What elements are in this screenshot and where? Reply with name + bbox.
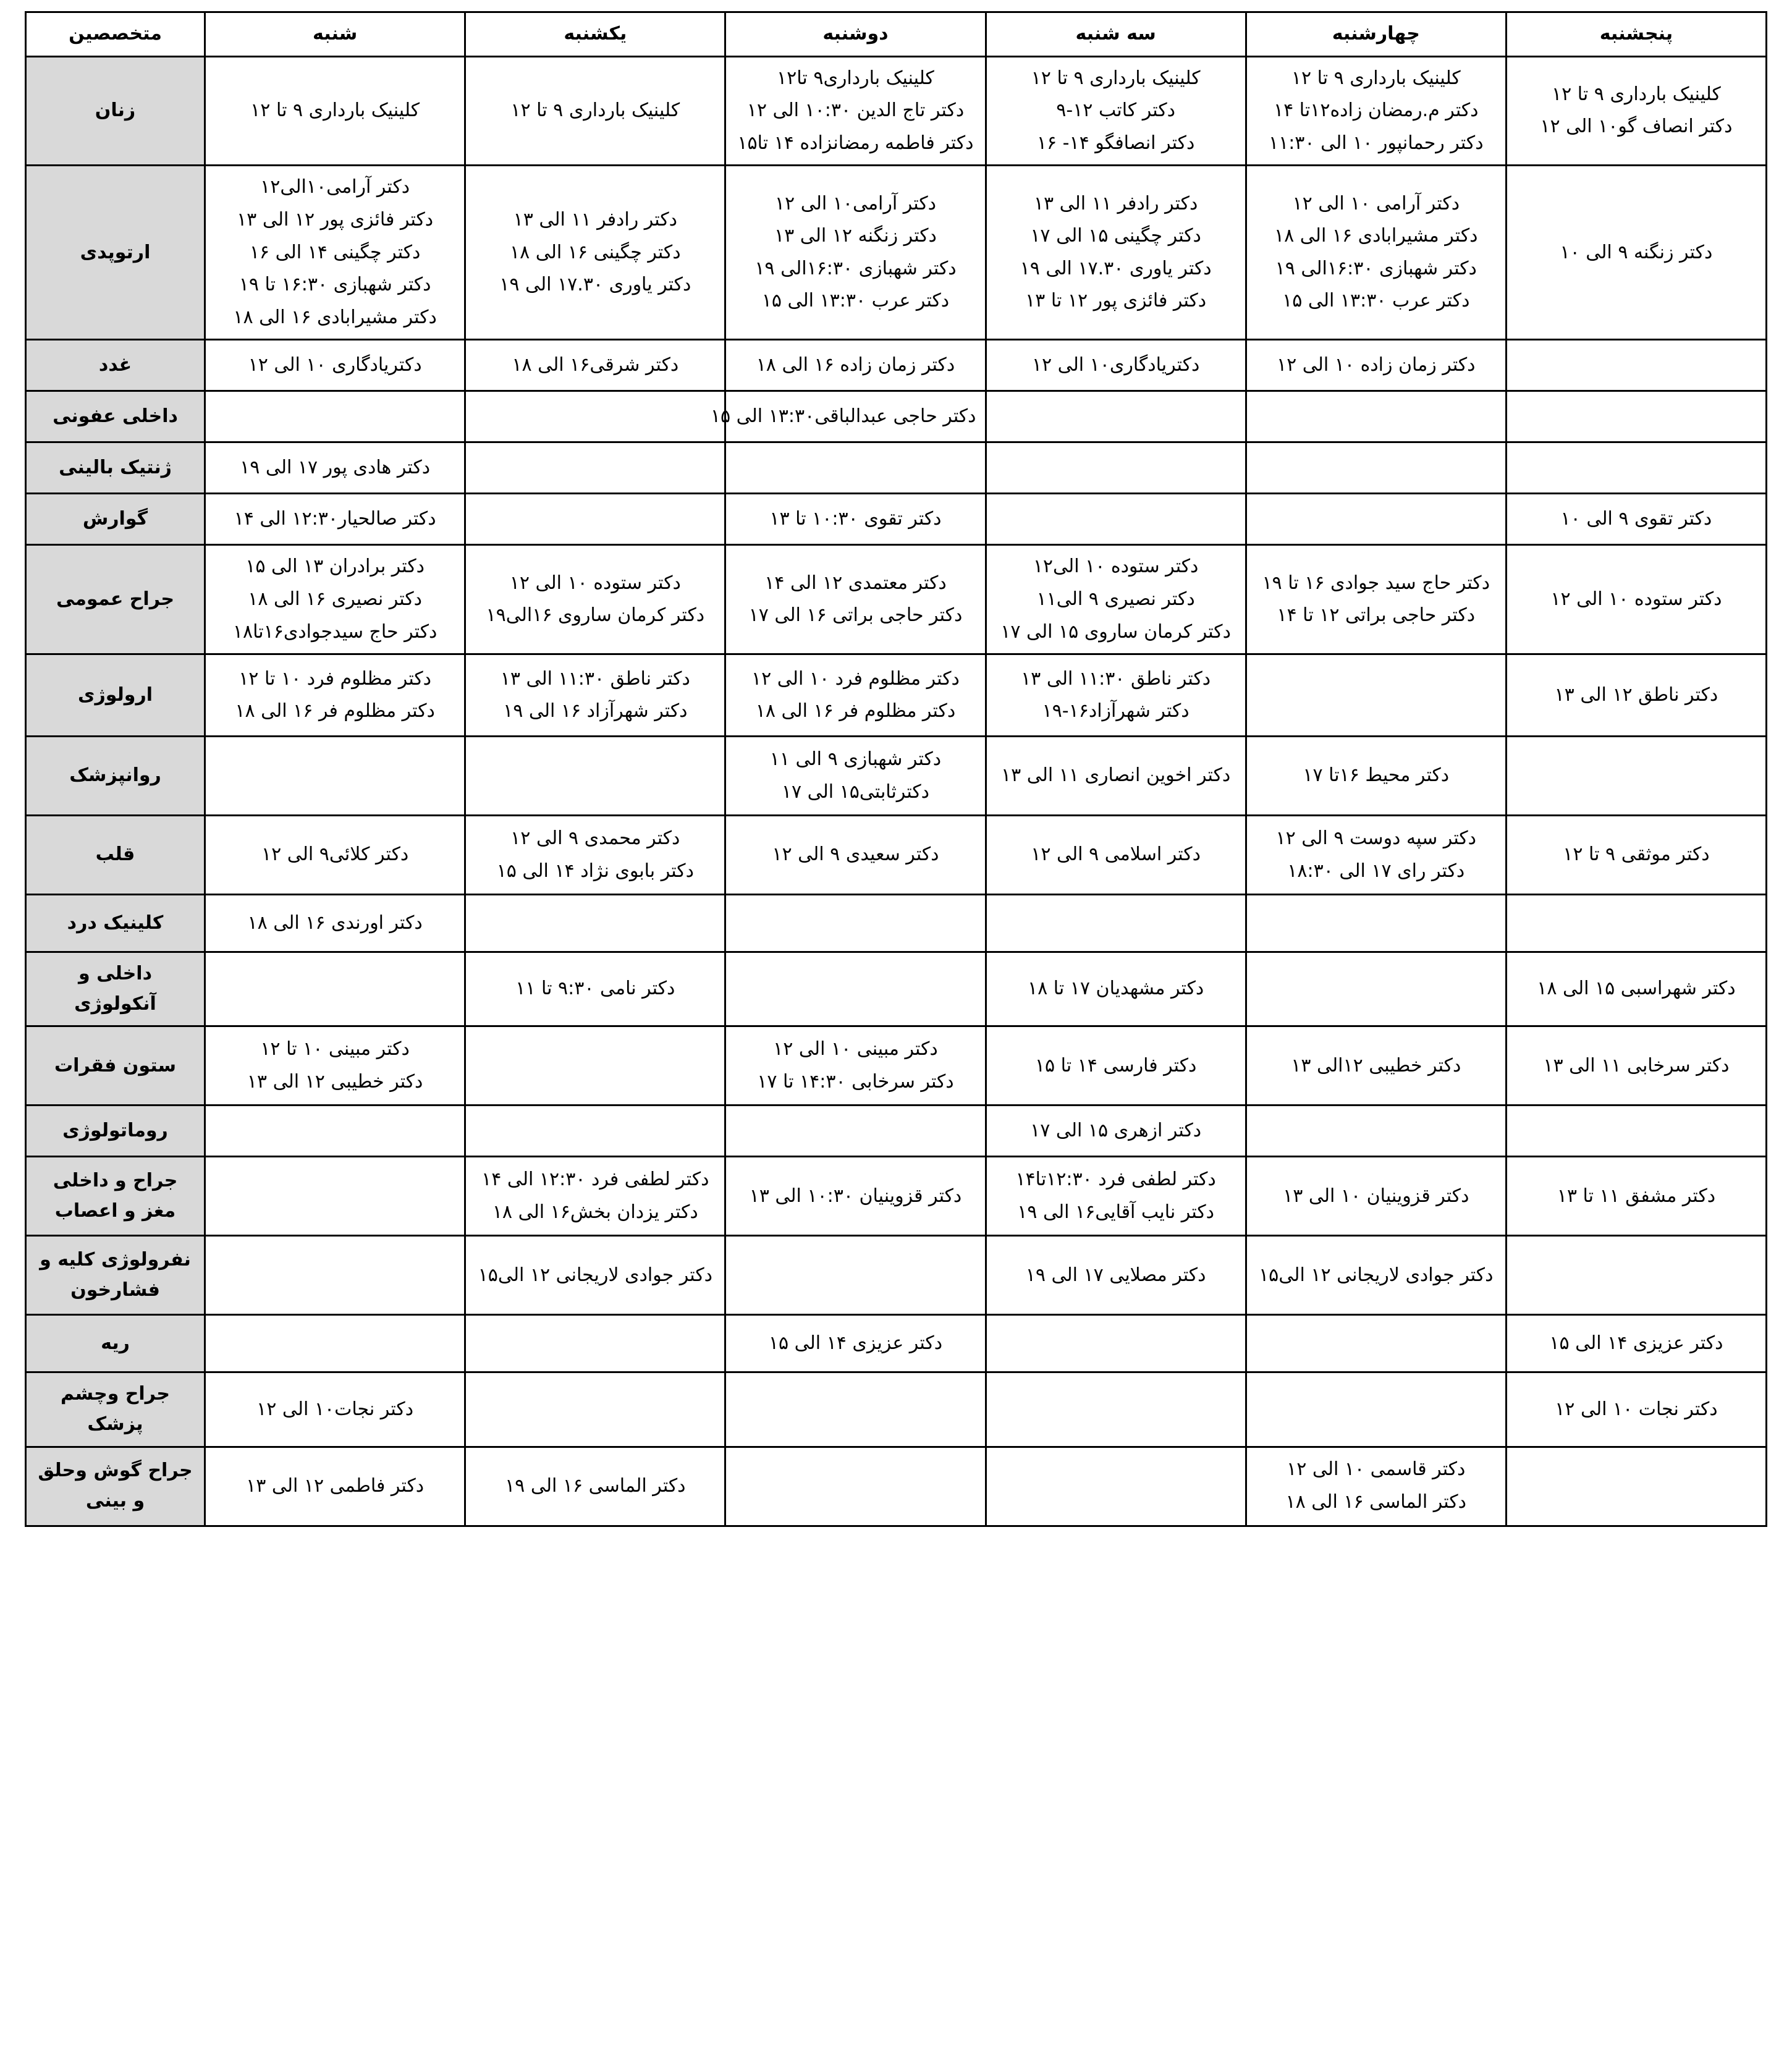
schedule-entry: دکتر فائزی پور ۱۲ الی ۱۳ <box>237 208 434 230</box>
schedule-cell-panjshanbe <box>1506 1026 1766 1106</box>
specialty-label: روانپزشک <box>26 737 205 816</box>
schedule-cell-shanbe <box>205 737 465 816</box>
schedule-cell-doshanbe <box>725 56 986 166</box>
schedule-entry: دکتر جوادی لاریجانی ۱۲ الی۱۵ <box>1259 1264 1494 1286</box>
schedule-cell-chaharshanbe <box>1246 816 1506 895</box>
schedule-entry: دکتر سرخابی ۱۱ الی ۱۳ <box>1543 1054 1730 1076</box>
schedule-entry: دکتر م.رمضان زاده۱۲تا ۱۴ <box>1273 99 1479 122</box>
schedule-cell-seshanbe <box>986 442 1246 494</box>
table-row <box>26 494 1767 545</box>
schedule-cell-yekshanbe <box>465 816 725 895</box>
schedule-entry: دکتر مشفق ۱۱ تا ۱۳ <box>1557 1185 1716 1207</box>
schedule-entry: دکتریادگاری۱۰ الی ۱۲ <box>1031 354 1200 376</box>
schedule-cell-yekshanbe <box>465 1447 725 1526</box>
schedule-cell-yekshanbe <box>465 1372 725 1447</box>
schedule-cell-shanbe <box>205 895 465 952</box>
schedule-entry: دکتر نامی ۹:۳۰ تا ۱۱ <box>515 978 675 1000</box>
specialty-label: جراح وچشم پزشک <box>26 1372 205 1447</box>
schedule-cell-shanbe <box>205 545 465 654</box>
schedule-entry: دکتر شهبازی ۱۶:۳۰الی ۱۹ <box>754 257 957 279</box>
schedule-entry: دکتر جوادی لاریجانی ۱۲ الی۱۵ <box>478 1264 712 1286</box>
schedule-cell-chaharshanbe <box>1246 1106 1506 1157</box>
schedule-entry: دکتر زنگنه ۱۲ الی ۱۳ <box>774 225 937 247</box>
schedule-entry: دکتر اسلامی ۹ الی ۱۲ <box>1031 843 1201 866</box>
schedule-cell-panjshanbe <box>1506 952 1766 1026</box>
specialty-label: جراح و داخلی مغز و اعصاب <box>26 1157 205 1236</box>
table-row <box>26 816 1767 895</box>
schedule-cell-panjshanbe <box>1506 1315 1766 1372</box>
specialty-label: داخلی و آنکولوژی <box>26 952 205 1026</box>
schedule-cell-panjshanbe <box>1506 1372 1766 1447</box>
table-row <box>26 1372 1767 1447</box>
schedule-cell-doshanbe <box>725 166 986 340</box>
schedule-entry: دکتر لطفی فرد ۱۲:۳۰تا۱۴ <box>1015 1169 1216 1191</box>
schedule-entry: دکتر قاسمی ۱۰ الی ۱۲ <box>1287 1458 1466 1481</box>
schedule-entry: دکتر بابوی نژاد ۱۴ الی ۱۵ <box>496 860 694 882</box>
schedule-cell-doshanbe <box>725 1106 986 1157</box>
schedule-entry: دکتر حاج سیدجوادی۱۶تا۱۸ <box>232 620 437 643</box>
schedule-cell-panjshanbe <box>1506 391 1766 442</box>
schedule-entry: دکتر چگینی ۱۴ الی ۱۶ <box>249 241 421 263</box>
column-header-chaharshanbe: چهارشنبه <box>1246 12 1506 57</box>
schedule-entry: دکتر ستوده ۱۰ الی ۱۲ <box>509 572 681 594</box>
table-row <box>26 442 1767 494</box>
schedule-cell-chaharshanbe <box>1246 1372 1506 1447</box>
schedule-cell-panjshanbe <box>1506 895 1766 952</box>
schedule-entry: دکتر حاج سید جوادی ۱۶ تا ۱۹ <box>1262 572 1490 594</box>
schedule-entry: دکتر شهبازی ۱۶:۳۰ تا ۱۹ <box>239 274 431 296</box>
specialty-label: روماتولوژی <box>26 1106 205 1157</box>
schedule-entry: دکتر یاوری ۱۷.۳۰ الی ۱۹ <box>499 274 691 296</box>
specialty-label: جراح عمومی <box>26 545 205 654</box>
schedule-cell-panjshanbe <box>1506 1447 1766 1526</box>
specialty-label: جراح گوش وحلق و بینی <box>26 1447 205 1526</box>
specialty-label: غدد <box>26 340 205 391</box>
schedule-entry: دکتر عرب ۱۳:۳۰ الی ۱۵ <box>1282 290 1470 312</box>
header-row <box>26 12 1767 57</box>
schedule-entry: دکتر عزیزی ۱۴ الی ۱۵ <box>1549 1332 1723 1355</box>
column-header-seshanbe: سه شنبه <box>986 12 1246 57</box>
schedule-cell-seshanbe <box>986 340 1246 391</box>
schedule-cell-chaharshanbe <box>1246 391 1506 442</box>
specialty-label: گوارش <box>26 494 205 545</box>
schedule-cell-yekshanbe <box>465 737 725 816</box>
schedule-entry: دکتر کرمان ساروی ۱۵ الی ۱۷ <box>1000 620 1231 643</box>
schedule-entry: دکتر مبینی ۱۰ تا ۱۲ <box>260 1038 410 1060</box>
schedule-entry: دکتر اخوین انصاری ۱۱ الی ۱۳ <box>1000 764 1231 787</box>
schedule-entry: دکتر مظلوم فر ۱۶ الی ۱۸ <box>235 700 435 722</box>
schedule-cell-seshanbe <box>986 816 1246 895</box>
schedule-entry: دکتر نصیری ۱۶ الی ۱۸ <box>248 588 423 610</box>
schedule-cell-yekshanbe <box>465 340 725 391</box>
schedule-cell-panjshanbe <box>1506 545 1766 654</box>
schedule-entry: دکتر الماسی ۱۶ الی ۱۹ <box>505 1474 686 1497</box>
schedule-cell-chaharshanbe <box>1246 1315 1506 1372</box>
schedule-cell-seshanbe <box>986 1157 1246 1236</box>
schedule-cell-seshanbe <box>986 56 1246 166</box>
table-row <box>26 340 1767 391</box>
schedule-cell-seshanbe <box>986 1106 1246 1157</box>
specialty-label: کلینیک درد <box>26 895 205 952</box>
schedule-entry: دکتر چگینی ۱۶ الی ۱۸ <box>510 241 681 263</box>
table-row <box>26 1106 1767 1157</box>
table-row <box>26 545 1767 654</box>
schedule-cell-chaharshanbe <box>1246 737 1506 816</box>
schedule-entry: دکتر شهبازی ۱۶:۳۰الی ۱۹ <box>1275 257 1477 279</box>
schedule-entry: دکتر حاجی براتی ۱۶ الی ۱۷ <box>748 604 963 627</box>
schedule-cell-seshanbe <box>986 737 1246 816</box>
schedule-cell-panjshanbe <box>1506 340 1766 391</box>
schedule-cell-panjshanbe <box>1506 1106 1766 1157</box>
schedule-cell-yekshanbe <box>465 56 725 166</box>
schedule-entry: دکتر یاوری ۱۷.۳۰ الی ۱۹ <box>1020 257 1212 279</box>
schedule-entry: دکتر نجات۱۰ الی ۱۲ <box>256 1398 414 1420</box>
schedule-entry: دکتر ناطق ۱۲ الی ۱۳ <box>1554 683 1718 706</box>
schedule-cell-chaharshanbe <box>1246 1026 1506 1106</box>
table-row <box>26 737 1767 816</box>
schedule-entry: دکتر رادفر ۱۱ الی ۱۳ <box>513 208 678 230</box>
schedule-entry: دکتر نصیری ۹ الی۱۱ <box>1036 588 1195 610</box>
schedule-entry: دکتر محیط ۱۶تا ۱۷ <box>1303 764 1450 787</box>
table-row <box>26 1236 1767 1315</box>
table-row <box>26 654 1767 737</box>
schedule-cell-shanbe <box>205 1157 465 1236</box>
specialty-label: ژنتیک بالینی <box>26 442 205 494</box>
schedule-cell-doshanbe <box>725 816 986 895</box>
schedule-cell-doshanbe <box>710 391 986 442</box>
schedule-cell-shanbe <box>205 1315 465 1372</box>
schedule-entry: کلینیک بارداری۹ تا۱۲ <box>777 67 934 89</box>
schedule-cell-shanbe <box>205 1236 465 1315</box>
schedule-entry: دکتر اورندی ۱۶ الی ۱۸ <box>247 911 423 934</box>
schedule-cell-shanbe <box>205 654 465 737</box>
specialty-label: قلب <box>26 816 205 895</box>
schedule-entry: دکتر مشهدیان ۱۷ تا ۱۸ <box>1027 978 1204 1000</box>
specialty-label: ستون فقرات <box>26 1026 205 1106</box>
specialty-label: ارتوپدی <box>26 166 205 340</box>
column-header-specialists: متخصصین <box>26 12 205 57</box>
schedule-cell-seshanbe <box>986 1236 1246 1315</box>
column-header-yekshanbe: یکشنبه <box>465 12 725 57</box>
schedule-cell-seshanbe <box>986 1315 1246 1372</box>
schedule-entry: دکتر لطفی فرد ۱۲:۳۰ الی ۱۴ <box>481 1169 709 1191</box>
schedule-entry: کلینیک بارداری ۹ تا ۱۲ <box>1551 83 1721 105</box>
schedule-cell-panjshanbe <box>1506 1236 1766 1315</box>
schedule-entry: دکتر مظلوم فرد ۱۰ الی ۱۲ <box>751 667 960 690</box>
schedule-entry: دکتر کاتب ۱۲-۹ <box>1056 99 1175 122</box>
schedule-entry: دکتر زمان زاده ۱۰ الی ۱۲ <box>1277 354 1476 376</box>
schedule-entry: دکتر شهراسبی ۱۵ الی ۱۸ <box>1537 978 1736 1000</box>
schedule-cell-chaharshanbe <box>1246 340 1506 391</box>
schedule-entry: دکتر انصاف گو۱۰ الی ۱۲ <box>1540 116 1733 138</box>
schedule-cell-panjshanbe <box>1506 654 1766 737</box>
schedule-entry: دکتر تاج الدین ۱۰:۳۰ الی ۱۲ <box>746 99 965 122</box>
schedule-cell-seshanbe <box>986 895 1246 952</box>
schedule-cell-shanbe <box>205 340 465 391</box>
column-header-shanbe: شنبه <box>205 12 465 57</box>
schedule-entry: دکتر تقوی ۹ الی ۱۰ <box>1560 508 1712 530</box>
schedule-cell-doshanbe <box>725 1372 986 1447</box>
schedule-entry: دکتر یزدان بخش۱۶ الی ۱۸ <box>492 1201 698 1223</box>
schedule-entry: دکتر حاجی براتی ۱۲ تا ۱۴ <box>1277 604 1476 627</box>
specialty-label: داخلی عفونی <box>26 391 205 442</box>
schedule-cell-shanbe <box>205 494 465 545</box>
schedule-cell-doshanbe <box>725 1236 986 1315</box>
schedule-cell-panjshanbe <box>1506 816 1766 895</box>
schedule-cell-shanbe <box>205 1106 465 1157</box>
schedule-cell-shanbe <box>205 816 465 895</box>
schedule-cell-doshanbe <box>725 1315 986 1372</box>
schedule-entry: دکتر صالحیار۱۲:۳۰ الی ۱۴ <box>234 508 436 530</box>
table-body <box>26 56 1767 1526</box>
schedule-cell-seshanbe <box>986 545 1246 654</box>
specialty-label: زنان <box>26 56 205 166</box>
schedule-cell-yekshanbe <box>465 952 725 1026</box>
schedule-cell-yekshanbe <box>465 442 725 494</box>
table-row <box>26 56 1767 166</box>
schedule-entry: دکتر معتمدی ۱۲ الی ۱۴ <box>764 572 947 594</box>
table-row <box>26 166 1767 340</box>
schedule-cell-shanbe <box>205 1447 465 1526</box>
schedule-cell-yekshanbe <box>465 895 725 952</box>
schedule-entry: دکتر خطیبی ۱۲ الی ۱۳ <box>247 1070 423 1093</box>
specialty-label: نفرولوژی کلیه و فشارخون <box>26 1236 205 1315</box>
schedule-entry: دکتر موثقی ۹ تا ۱۲ <box>1563 843 1710 866</box>
schedule-cell-seshanbe <box>986 1372 1246 1447</box>
schedule-cell-shanbe <box>205 952 465 1026</box>
schedule-cell-doshanbe <box>725 1157 986 1236</box>
schedule-entry: دکتر مصلایی ۱۷ الی ۱۹ <box>1025 1264 1206 1286</box>
schedule-entry: دکتر کلائی۹ الی ۱۲ <box>261 843 409 866</box>
schedule-cell-shanbe <box>205 1026 465 1106</box>
schedule-cell-panjshanbe <box>1506 494 1766 545</box>
schedule-cell-yekshanbe <box>465 1106 725 1157</box>
schedule-entry: دکتر تقوی ۱۰:۳۰ تا ۱۳ <box>769 508 942 530</box>
schedule-cell-shanbe <box>205 391 465 442</box>
schedule-cell-chaharshanbe <box>1246 952 1506 1026</box>
schedule-cell-chaharshanbe <box>1246 166 1506 340</box>
schedule-entry: دکتر ناطق ۱۱:۳۰ الی ۱۳ <box>500 667 690 690</box>
schedule-cell-panjshanbe <box>1506 56 1766 166</box>
schedule-entry: کلینیک بارداری ۹ تا ۱۲ <box>250 99 420 122</box>
schedule-cell-seshanbe <box>986 494 1246 545</box>
table-row <box>26 1315 1767 1372</box>
specialty-label: ریه <box>26 1315 205 1372</box>
schedule-entry: دکتر برادران ۱۳ الی ۱۵ <box>245 556 425 578</box>
schedule-entry: دکتر رای ۱۷ الی ۱۸:۳۰ <box>1287 860 1465 882</box>
schedule-cell-panjshanbe <box>1506 442 1766 494</box>
schedule-cell-chaharshanbe <box>1246 494 1506 545</box>
schedule-cell-doshanbe <box>725 545 986 654</box>
schedule-entry: دکتر قزوینیان ۱۰:۳۰ الی ۱۳ <box>749 1185 962 1207</box>
schedule-entry: دکتر خطیبی ۱۲الی ۱۳ <box>1291 1054 1461 1076</box>
schedule-entry: کلینیک بارداری ۹ تا ۱۲ <box>1031 67 1201 89</box>
schedule-cell-chaharshanbe <box>1246 654 1506 737</box>
schedule-entry: دکتر سعیدی ۹ الی ۱۲ <box>772 843 939 866</box>
schedule-cell-chaharshanbe <box>1246 1447 1506 1526</box>
schedule-entry: دکتر زمان زاده ۱۶ الی ۱۸ <box>756 354 955 376</box>
schedule-cell-seshanbe <box>986 166 1246 340</box>
schedule-entry: دکتر شهبازی ۹ الی ۱۱ <box>769 748 942 771</box>
schedule-entry: دکتر آرامی ۱۰ الی ۱۲ <box>1292 192 1460 214</box>
schedule-cell-yekshanbe <box>465 1026 725 1106</box>
column-header-doshanbe: دوشنبه <box>725 12 986 57</box>
schedule-entry: دکتر عرب ۱۳:۳۰ الی ۱۵ <box>761 290 950 312</box>
doctors-schedule-table <box>25 11 1767 1527</box>
schedule-entry: دکتر سرخابی ۱۴:۳۰ تا ۱۷ <box>757 1070 954 1093</box>
schedule-entry: دکتر شرقی۱۶ الی ۱۸ <box>512 354 679 376</box>
schedule-entry: دکتر ناطق ۱۱:۳۰ الی ۱۳ <box>1021 667 1211 690</box>
schedule-entry: دکتر عزیزی ۱۴ الی ۱۵ <box>768 1332 943 1355</box>
schedule-cell-chaharshanbe <box>1246 56 1506 166</box>
table-row <box>26 391 1767 442</box>
schedule-cell-yekshanbe <box>465 166 725 340</box>
schedule-cell-chaharshanbe <box>1246 1157 1506 1236</box>
schedule-cell-doshanbe <box>725 737 986 816</box>
table-row <box>26 1026 1767 1106</box>
schedule-cell-panjshanbe <box>1506 166 1766 340</box>
schedule-cell-yekshanbe <box>465 654 725 737</box>
schedule-cell-shanbe <box>205 56 465 166</box>
schedule-entry: دکتر شهرآزاد ۱۶ الی ۱۹ <box>503 700 688 722</box>
schedule-entry: دکتر فائزی پور ۱۲ تا ۱۳ <box>1025 290 1207 312</box>
table-row <box>26 952 1767 1026</box>
schedule-entry: دکتر حاجی عبدالباقی۱۳:۳۰ الی ۱۵ <box>710 405 976 428</box>
table-row <box>26 1157 1767 1236</box>
schedule-entry: دکتر آرامی۱۰ الی ۱۲ <box>774 192 936 214</box>
schedule-entry: دکتر زنگنه ۹ الی ۱۰ <box>1560 241 1713 263</box>
schedule-cell-doshanbe <box>725 494 986 545</box>
schedule-cell-seshanbe <box>986 654 1246 737</box>
schedule-cell-shanbe <box>205 1372 465 1447</box>
schedule-cell-panjshanbe <box>1506 1157 1766 1236</box>
schedule-cell-doshanbe <box>725 442 986 494</box>
schedule-cell-shanbe <box>205 442 465 494</box>
schedule-entry: دکتر چگینی ۱۵ الی ۱۷ <box>1030 225 1201 247</box>
schedule-entry: دکتر فاطمه رمضانزاده ۱۴ تا۱۵ <box>737 132 974 154</box>
schedule-entry: دکتر فارسی ۱۴ تا ۱۵ <box>1034 1054 1197 1076</box>
schedule-entry: دکتر ستوده ۱۰ الی۱۲ <box>1033 556 1199 578</box>
schedule-cell-chaharshanbe <box>1246 1236 1506 1315</box>
table-row <box>26 895 1767 952</box>
schedule-cell-doshanbe <box>725 1026 986 1106</box>
schedule-entry: دکتر الماسی ۱۶ الی ۱۸ <box>1285 1491 1466 1513</box>
table-row <box>26 1447 1767 1526</box>
schedule-entry: دکتر انصافگو ۱۴- ۱۶ <box>1036 132 1195 154</box>
schedule-entry: دکتر نایب آقایی۱۶ الی ۱۹ <box>1017 1201 1215 1223</box>
schedule-cell-doshanbe <box>725 895 986 952</box>
schedule-entry: دکتر کرمان ساروی ۱۶الی۱۹ <box>486 604 705 627</box>
schedule-cell-doshanbe <box>725 654 986 737</box>
schedule-cell-yekshanbe <box>465 494 725 545</box>
schedule-entry: دکتر شهرآزاد۱۶-۱۹ <box>1042 700 1190 722</box>
schedule-entry: دکتر مظلوم فر ۱۶ الی ۱۸ <box>755 700 956 722</box>
schedule-entry: دکتر رحمانپور ۱۰ الی ۱۱:۳۰ <box>1268 132 1484 154</box>
schedule-entry: دکتر مشیرابادی ۱۶ الی ۱۸ <box>233 306 437 328</box>
schedule-entry: دکتر ستوده ۱۰ الی ۱۲ <box>1550 588 1722 610</box>
schedule-cell-seshanbe <box>986 1447 1246 1526</box>
schedule-cell-seshanbe <box>986 952 1246 1026</box>
schedule-entry: دکتر ازهری ۱۵ الی ۱۷ <box>1030 1120 1202 1142</box>
schedule-cell-chaharshanbe <box>1246 895 1506 952</box>
schedule-cell-doshanbe <box>725 1447 986 1526</box>
schedule-entry: دکتر فاطمی ۱۲ الی ۱۳ <box>246 1474 425 1497</box>
schedule-entry: دکتر هادی پور ۱۷ الی ۱۹ <box>240 457 431 479</box>
schedule-cell-seshanbe <box>986 391 1246 442</box>
schedule-cell-yekshanbe <box>465 1157 725 1236</box>
schedule-entry: دکتر قزوینیان ۱۰ الی ۱۳ <box>1283 1185 1469 1207</box>
schedule-entry: دکتر مظلوم فرد ۱۰ تا ۱۲ <box>239 667 432 690</box>
schedule-cell-doshanbe <box>725 952 986 1026</box>
schedule-cell-yekshanbe <box>465 545 725 654</box>
schedule-entry: دکتر نجات ۱۰ الی ۱۲ <box>1555 1398 1718 1420</box>
schedule-entry: دکتر سپه دوست ۹ الی ۱۲ <box>1275 827 1477 850</box>
schedule-cell-shanbe <box>205 166 465 340</box>
schedule-entry: دکتر محمدی ۹ الی ۱۲ <box>510 827 680 850</box>
schedule-entry: دکترثابتی۱۵ الی ۱۷ <box>781 780 930 803</box>
schedule-entry: دکتر رادفر ۱۱ الی ۱۳ <box>1033 192 1198 214</box>
schedule-entry: دکتر آرامی۱۰الی۱۲ <box>260 176 410 198</box>
schedule-cell-yekshanbe <box>465 1236 725 1315</box>
schedule-cell-doshanbe <box>725 340 986 391</box>
schedule-entry: کلینیک بارداری ۹ تا ۱۲ <box>510 99 680 122</box>
schedule-cell-yekshanbe <box>465 391 725 442</box>
table-head <box>26 12 1767 57</box>
schedule-cell-seshanbe <box>986 1026 1246 1106</box>
schedule-cell-panjshanbe <box>1506 737 1766 816</box>
schedule-cell-chaharshanbe <box>1246 442 1506 494</box>
specialty-label: ارولوژی <box>26 654 205 737</box>
column-header-panjshanbe: پنجشنبه <box>1506 12 1766 57</box>
schedule-entry: دکتر مشیرابادی ۱۶ الی ۱۸ <box>1274 225 1478 247</box>
schedule-entry: دکتر مبینی ۱۰ الی ۱۲ <box>773 1038 938 1060</box>
schedule-cell-yekshanbe <box>465 1315 725 1372</box>
schedule-cell-chaharshanbe <box>1246 545 1506 654</box>
schedule-entry: دکتریادگاری ۱۰ الی ۱۲ <box>248 354 422 376</box>
schedule-entry: کلینیک بارداری ۹ تا ۱۲ <box>1291 67 1461 89</box>
